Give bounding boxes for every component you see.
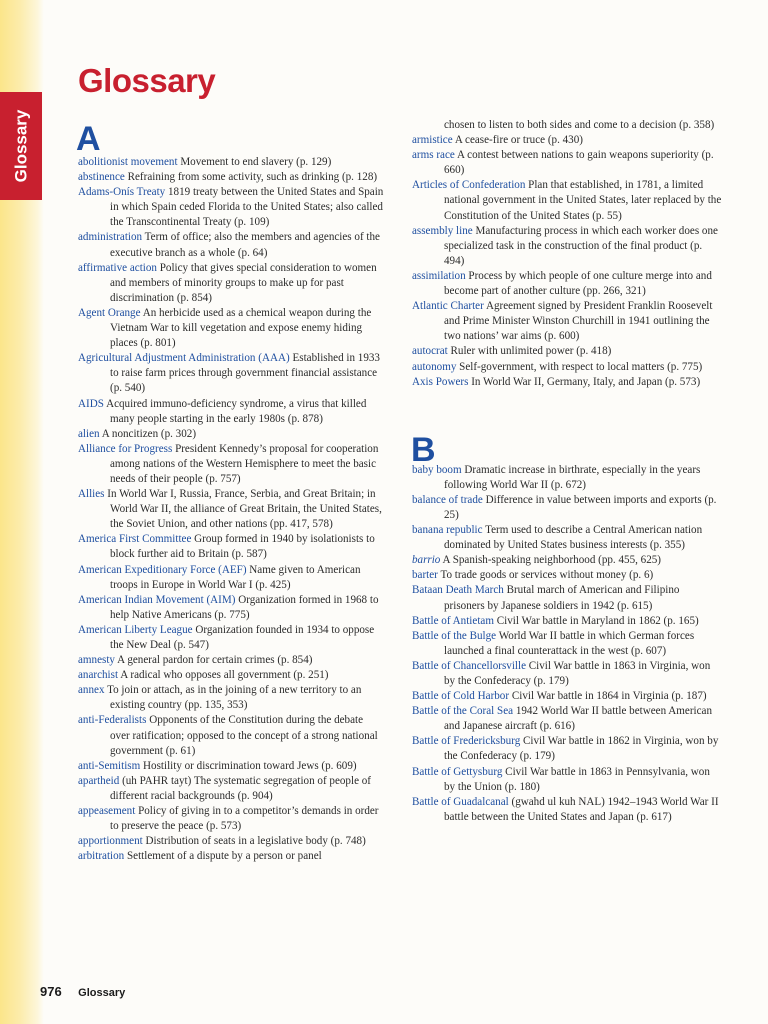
glossary-term: Bataan Death March — [412, 584, 504, 597]
glossary-entry — [78, 487, 384, 532]
glossary-term: arbitration — [78, 850, 125, 863]
glossary-term: Articles of Confederation — [412, 179, 526, 192]
glossary-definition: A general pardon for certain crimes (p. 854) — [117, 654, 313, 667]
glossary-term: baby boom — [412, 463, 462, 476]
glossary-entry — [78, 834, 384, 849]
entry-continuation: chosen to listen to both sides and come to a decision (p. 358) — [444, 119, 715, 131]
glossary-entry — [78, 185, 384, 230]
glossary-definition: Civil War battle in 1863 in Pennsylvania, won by the Union (p. 180) — [444, 765, 710, 793]
glossary-entry — [78, 306, 384, 351]
right-entry-list-a — [412, 133, 722, 390]
glossary-entry — [412, 765, 722, 795]
glossary-term: barter — [412, 569, 438, 582]
glossary-entry — [78, 397, 384, 427]
glossary-entry — [412, 795, 722, 825]
glossary-term: anti-Federalists — [78, 714, 147, 727]
glossary-entry — [412, 463, 722, 493]
glossary-definition: Difference in value between imports and exports (p. 25) — [444, 493, 717, 521]
glossary-definition: A cease-fire or truce (p. 430) — [454, 134, 583, 147]
glossary-definition: Civil War battle in 1863 in Virginia, won by the Confederacy (p. 179) — [444, 659, 711, 687]
glossary-entry — [78, 804, 384, 834]
glossary-term: Battle of the Coral Sea — [412, 705, 514, 718]
glossary-definition: A noncitizen (p. 302) — [101, 427, 197, 440]
glossary-entry — [78, 261, 384, 306]
glossary-definition: Distribution of seats in a legislative body (p. 748) — [145, 835, 366, 848]
glossary-term: apportionment — [78, 835, 143, 848]
glossary-entry — [412, 224, 722, 269]
page-title: Glossary — [78, 62, 216, 99]
glossary-entry — [412, 568, 722, 583]
glossary-definition: Hostility or discrimination toward Jews (p. 609) — [143, 759, 357, 772]
glossary-definition: An herbicide used as a chemical weapon during the Vietnam War to kill vegetation and expose enemy hiding places (p. 801) — [110, 306, 372, 350]
glossary-term: abolitionist movement — [78, 156, 178, 168]
glossary-entry — [78, 351, 384, 396]
glossary-term: American Liberty League — [78, 623, 193, 636]
glossary-definition: Opponents of the Constitution during the debate over ratification; opposed to the concept of a strong national government (p. 61) — [110, 714, 378, 757]
glossary-entry — [78, 155, 384, 170]
glossary-definition: Brutal march of American and Filipino prisoners by Japanese soldiers in 1942 (p. 615) — [444, 584, 680, 612]
glossary-term: autonomy — [412, 360, 457, 373]
glossary-entry — [78, 623, 384, 653]
glossary-term: apartheid — [78, 774, 120, 787]
glossary-definition: Civil War battle in 1864 in Virginia (p. 187) — [511, 690, 707, 703]
glossary-definition: In World War II, Germany, Italy, and Japan (p. 573) — [471, 375, 701, 388]
glossary-definition: (gwahd ul kuh NAL) 1942–1943 World War II battle between the United States and Japan (p. 617) — [444, 795, 719, 823]
glossary-entry — [412, 734, 722, 764]
glossary-term: Alliance for Progress — [78, 442, 173, 455]
glossary-definition: World War II battle in which German forces launched a final counterattack in the west (p. 607) — [444, 629, 695, 657]
glossary-term: abstinence — [78, 171, 125, 184]
glossary-definition: Acquired immuno-deficiency syndrome, a virus that killed many people starting in the early 1980s (p. 878) — [106, 397, 367, 425]
glossary-definition: To trade goods or services without money (p. 6) — [440, 569, 654, 582]
glossary-definition: Ruler with unlimited power (p. 418) — [450, 345, 612, 358]
glossary-entry — [78, 668, 384, 683]
glossary-term: banana republic — [412, 524, 483, 537]
glossary-entry — [78, 170, 384, 185]
glossary-term: Agricultural Adjustment Administration (AAA) — [78, 352, 290, 365]
section-letter-b: B — [411, 430, 436, 469]
glossary-entry — [412, 178, 722, 223]
glossary-definition: Agreement signed by President Franklin Roosevelt and Prime Minister Winston Churchill in 1941 outlining the two nations’ war aims (p. 600) — [444, 300, 713, 343]
glossary-definition: Plan that established, in 1781, a limited national government in the United States, later replaced by the Constitution of the United States (p. 55) — [444, 179, 722, 222]
glossary-definition: Term of office; also the members and agencies of the executive branch as a whole (p. 64) — [110, 231, 380, 259]
glossary-entry — [412, 269, 722, 299]
glossary-entry — [78, 593, 384, 623]
glossary-definition: Established in 1933 to raise farm prices through government financial assistance (p. 540) — [110, 352, 380, 395]
glossary-entry — [412, 133, 722, 148]
glossary-definition: Organization founded in 1934 to oppose the New Deal (p. 547) — [110, 623, 375, 651]
glossary-definition: Manufacturing process in which each worker does one specialized task in the construction of the final product (p. 494) — [444, 224, 718, 267]
glossary-term: Atlantic Charter — [412, 300, 484, 313]
glossary-term: Battle of Chancellorsville — [412, 659, 526, 672]
glossary-definition: Refraining from some activity, such as drinking (p. 128) — [127, 171, 378, 184]
glossary-term: armistice — [412, 134, 453, 147]
glossary-definition: Name given to American troops in Europe in World War I (p. 425) — [110, 563, 361, 591]
glossary-term: autocrat — [412, 345, 448, 358]
glossary-definition: Movement to end slavery (p. 129) — [180, 156, 332, 168]
glossary-definition: President Kennedy’s proposal for cooperation among nations of the Western Hemisphere to meet the basic needs of their people (p. 757) — [110, 442, 379, 485]
glossary-term: Allies — [78, 488, 105, 501]
glossary-entry — [412, 629, 722, 659]
right-column — [412, 118, 722, 825]
glossary-definition: In World War I, Russia, France, Serbia, and Great Britain; in World War II, the alliance of Great Britain, the United States, the Soviet Union, and other nations (pp. 417, 578) — [107, 488, 382, 531]
glossary-definition: Policy of giving in to a competitor’s demands in order to preserve the peace (p. 573) — [110, 805, 379, 833]
glossary-definition: (uh PAHR tayt) The systematic segregation of people of different racial backgrounds (p. 904) — [110, 774, 372, 802]
glossary-term: Battle of Fredericksburg — [412, 735, 521, 748]
glossary-definition: Group formed in 1940 by isolationists to block further aid to Britain (p. 587) — [110, 533, 375, 561]
glossary-definition: Process by which people of one culture merge into and become part of another culture (pp. 266, 321) — [444, 269, 712, 298]
glossary-entry — [78, 532, 384, 562]
glossary-definition: A Spanish-speaking neighborhood (pp. 455, 625) — [442, 554, 661, 567]
glossary-entry — [78, 683, 384, 713]
glossary-term: anarchist — [78, 669, 119, 682]
glossary-entry — [412, 344, 722, 359]
section-letter-a: A — [76, 120, 101, 158]
glossary-entry — [78, 427, 384, 442]
glossary-entry — [412, 148, 722, 178]
footer-label: Glossary — [78, 987, 126, 999]
glossary-term: administration — [78, 231, 143, 244]
glossary-definition: Policy that gives special consideration to women and members of minority groups to make up for past discrimination (p. 854) — [110, 261, 377, 304]
page-footer — [40, 983, 125, 1001]
section-tab-label-wrap — [0, 92, 42, 200]
glossary-definition: Term used to describe a Central American nation dominated by United States business interests (p. 355) — [444, 524, 703, 552]
glossary-term: AIDS — [78, 397, 104, 410]
glossary-term: American Expeditionary Force (AEF) — [78, 563, 247, 576]
glossary-term: assimilation — [412, 269, 466, 282]
glossary-entry — [78, 774, 384, 804]
glossary-entry — [412, 375, 722, 390]
glossary-definition: 1819 treaty between the United States and Spain in which Spain ceded Florida to the United States; also called the Transcontinental Treaty (p. 109) — [110, 186, 384, 229]
section-tab-label: Glossary — [11, 109, 31, 183]
glossary-entry — [412, 704, 722, 734]
glossary-term: barrio — [412, 554, 441, 567]
left-entry-list — [78, 155, 384, 864]
glossary-entry — [412, 689, 722, 704]
left-column — [78, 118, 384, 864]
glossary-term: annex — [78, 684, 105, 697]
glossary-entry — [78, 230, 384, 260]
glossary-term: American Indian Movement (AIM) — [78, 593, 236, 606]
glossary-entry — [78, 849, 384, 864]
glossary-term: assembly line — [412, 224, 473, 237]
page-number: 976 — [40, 984, 62, 999]
glossary-entry — [412, 583, 722, 613]
glossary-term: Battle of Cold Harbor — [412, 690, 510, 703]
glossary-definition: Organization formed in 1968 to help Native Americans (p. 775) — [110, 593, 379, 621]
glossary-term: balance of trade — [412, 493, 483, 506]
glossary-term: arms race — [412, 149, 455, 162]
glossary-term: Battle of the Bulge — [412, 629, 497, 642]
glossary-term: Battle of Antietam — [412, 614, 494, 627]
glossary-entry — [412, 659, 722, 689]
glossary-entry — [412, 614, 722, 629]
glossary-definition: Settlement of a dispute by a person or panel — [127, 850, 322, 863]
glossary-entry — [412, 553, 722, 568]
glossary-definition: A contest between nations to gain weapons superiority (p. 660) — [444, 149, 714, 177]
glossary-term: alien — [78, 427, 100, 440]
glossary-definition: Dramatic increase in birthrate, especially in the years following World War II (p. 672) — [444, 463, 701, 491]
glossary-entry — [78, 653, 384, 668]
glossary-term: Agent Orange — [78, 306, 141, 319]
glossary-entry — [78, 442, 384, 487]
glossary-definition: A radical who opposes all government (p. 251) — [120, 669, 329, 682]
glossary-term: Adams-Onís Treaty — [78, 186, 166, 199]
glossary-definition: Self-government, with respect to local matters (p. 775) — [459, 360, 703, 373]
right-entry-list-b — [412, 463, 722, 825]
glossary-term: Battle of Guadalcanal — [412, 795, 509, 808]
glossary-definition: Civil War battle in 1862 in Virginia, won by the Confederacy (p. 179) — [444, 735, 719, 763]
glossary-term: Battle of Gettysburg — [412, 765, 503, 778]
glossary-definition: 1942 World War II battle between American and Japanese aircraft (p. 616) — [444, 705, 713, 733]
glossary-term: amnesty — [78, 654, 115, 667]
glossary-entry — [78, 563, 384, 593]
glossary-entry — [78, 713, 384, 758]
glossary-term: appeasement — [78, 805, 136, 818]
glossary-entry — [78, 759, 384, 774]
glossary-entry — [412, 360, 722, 375]
glossary-entry — [412, 523, 722, 553]
glossary-entry — [412, 493, 722, 523]
glossary-definition: To join or attach, as in the joining of a new territory to an existing country (pp. 135, 353) — [107, 684, 362, 712]
glossary-term: Axis Powers — [412, 375, 469, 388]
glossary-term: America First Committee — [78, 533, 192, 546]
glossary-term: anti-Semitism — [78, 759, 141, 772]
glossary-term: affirmative action — [78, 261, 157, 274]
glossary-definition: Civil War battle in Maryland in 1862 (p. 165) — [496, 614, 699, 627]
glossary-entry — [412, 299, 722, 344]
